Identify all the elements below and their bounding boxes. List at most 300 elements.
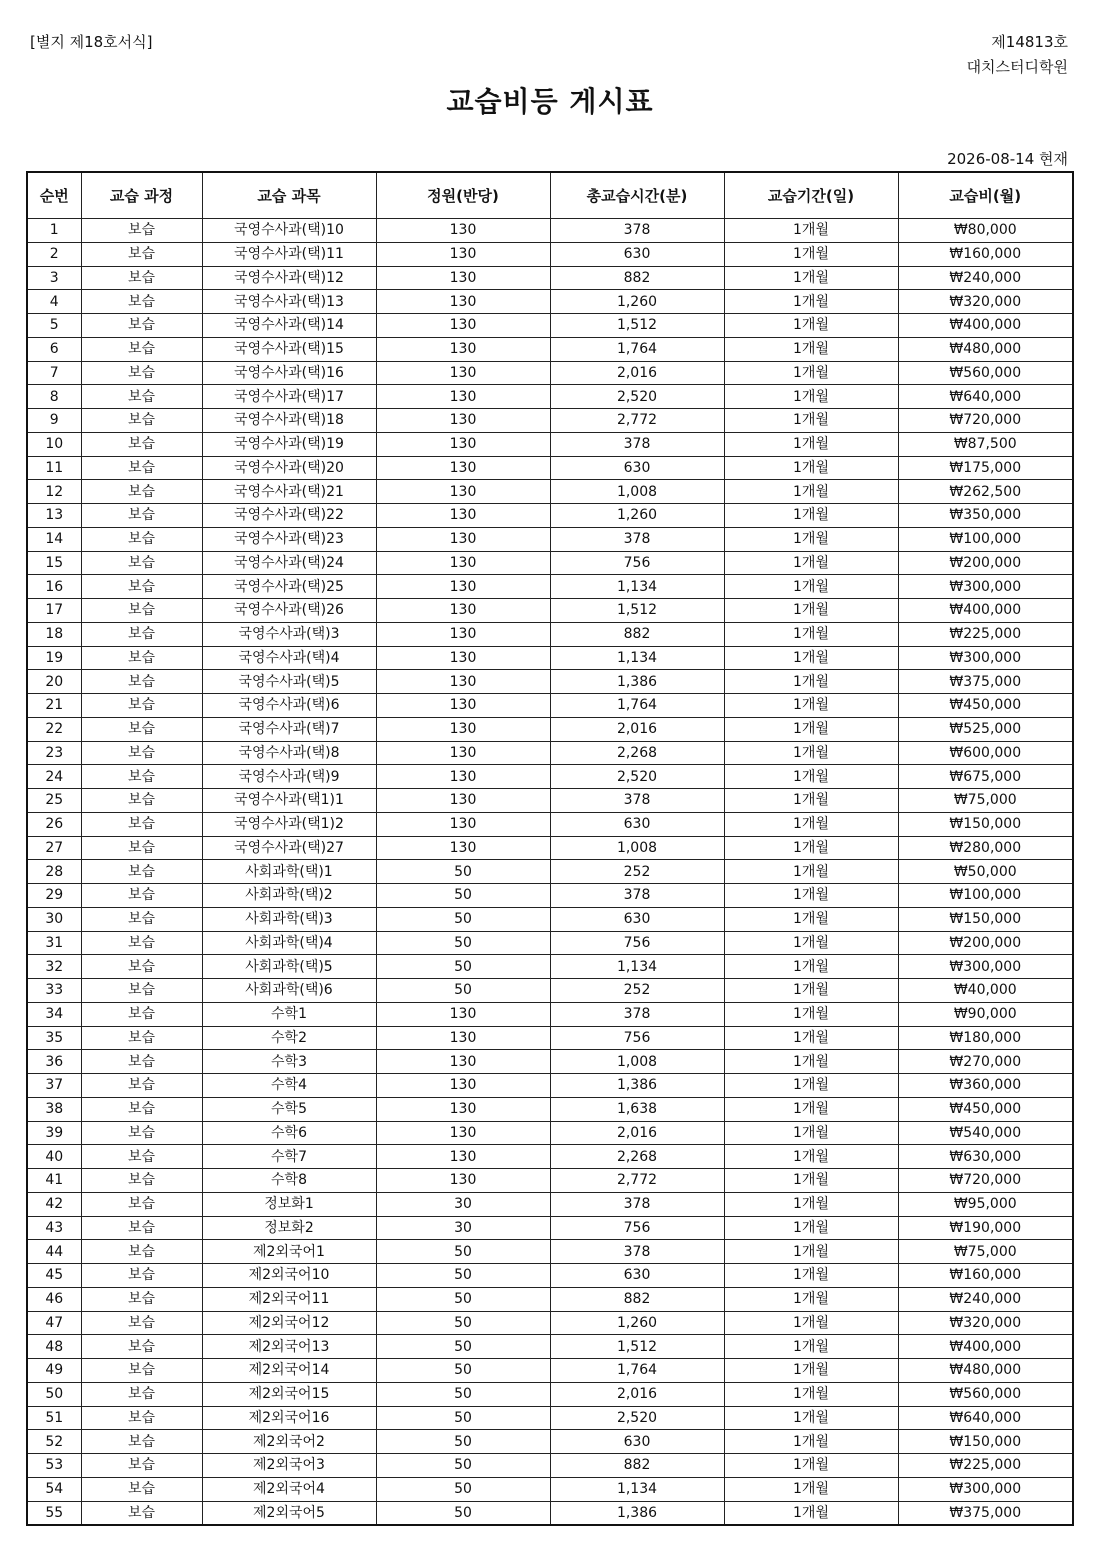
cell-total-minutes: 1,134 bbox=[550, 955, 724, 979]
cell-no: 6 bbox=[27, 337, 81, 361]
cell-course: 보습 bbox=[81, 789, 202, 813]
cell-subject: 국영수사과(택)12 bbox=[202, 266, 376, 290]
cell-capacity: 130 bbox=[376, 266, 550, 290]
cell-fee: ₩300,000 bbox=[898, 646, 1073, 670]
cell-fee: ₩200,000 bbox=[898, 931, 1073, 955]
cell-period: 1개월 bbox=[724, 931, 898, 955]
cell-fee: ₩270,000 bbox=[898, 1050, 1073, 1074]
cell-total-minutes: 378 bbox=[550, 884, 724, 908]
cell-capacity: 130 bbox=[376, 1097, 550, 1121]
as-of-date: 2026-08-14 현재 bbox=[947, 150, 1068, 168]
cell-no: 4 bbox=[27, 290, 81, 314]
cell-course: 보습 bbox=[81, 527, 202, 551]
cell-no: 16 bbox=[27, 575, 81, 599]
cell-total-minutes: 1,260 bbox=[550, 504, 724, 528]
cell-period: 1개월 bbox=[724, 741, 898, 765]
cell-course: 보습 bbox=[81, 504, 202, 528]
cell-course: 보습 bbox=[81, 1359, 202, 1383]
cell-capacity: 130 bbox=[376, 765, 550, 789]
cell-subject: 국영수사과(택)5 bbox=[202, 670, 376, 694]
cell-period: 1개월 bbox=[724, 1382, 898, 1406]
cell-subject: 국영수사과(택)7 bbox=[202, 717, 376, 741]
cell-total-minutes: 2,772 bbox=[550, 1169, 724, 1193]
cell-no: 19 bbox=[27, 646, 81, 670]
cell-capacity: 130 bbox=[376, 480, 550, 504]
cell-fee: ₩225,000 bbox=[898, 622, 1073, 646]
table-row bbox=[27, 1335, 1073, 1359]
cell-period: 1개월 bbox=[724, 717, 898, 741]
cell-course: 보습 bbox=[81, 955, 202, 979]
col-header-fee: 교습비(월) bbox=[898, 172, 1073, 219]
cell-period: 1개월 bbox=[724, 955, 898, 979]
cell-subject: 제2외국어3 bbox=[202, 1454, 376, 1478]
cell-no: 28 bbox=[27, 860, 81, 884]
cell-fee: ₩40,000 bbox=[898, 979, 1073, 1003]
cell-period: 1개월 bbox=[724, 480, 898, 504]
table-row bbox=[27, 1050, 1073, 1074]
table-row bbox=[27, 1264, 1073, 1288]
cell-subject: 국영수사과(택)9 bbox=[202, 765, 376, 789]
cell-fee: ₩400,000 bbox=[898, 314, 1073, 338]
cell-total-minutes: 756 bbox=[550, 551, 724, 575]
cell-subject: 수학1 bbox=[202, 1002, 376, 1026]
cell-total-minutes: 1,134 bbox=[550, 646, 724, 670]
cell-total-minutes: 1,008 bbox=[550, 480, 724, 504]
table-row bbox=[27, 789, 1073, 813]
cell-total-minutes: 1,764 bbox=[550, 694, 724, 718]
cell-subject: 제2외국어12 bbox=[202, 1311, 376, 1335]
cell-period: 1개월 bbox=[724, 1454, 898, 1478]
cell-capacity: 130 bbox=[376, 646, 550, 670]
cell-course: 보습 bbox=[81, 884, 202, 908]
cell-fee: ₩560,000 bbox=[898, 1382, 1073, 1406]
cell-fee: ₩560,000 bbox=[898, 361, 1073, 385]
cell-period: 1개월 bbox=[724, 314, 898, 338]
cell-subject: 사회과학(택)6 bbox=[202, 979, 376, 1003]
cell-course: 보습 bbox=[81, 907, 202, 931]
cell-subject: 국영수사과(택)26 bbox=[202, 599, 376, 623]
academy-name: 대치스터디학원 bbox=[966, 58, 1068, 76]
cell-subject: 국영수사과(택)19 bbox=[202, 432, 376, 456]
cell-capacity: 130 bbox=[376, 242, 550, 266]
cell-total-minutes: 378 bbox=[550, 1240, 724, 1264]
cell-period: 1개월 bbox=[724, 907, 898, 931]
cell-period: 1개월 bbox=[724, 860, 898, 884]
cell-course: 보습 bbox=[81, 361, 202, 385]
table-row bbox=[27, 1430, 1073, 1454]
cell-capacity: 50 bbox=[376, 1287, 550, 1311]
cell-subject: 제2외국어1 bbox=[202, 1240, 376, 1264]
cell-course: 보습 bbox=[81, 1335, 202, 1359]
cell-capacity: 50 bbox=[376, 907, 550, 931]
cell-capacity: 50 bbox=[376, 1311, 550, 1335]
cell-fee: ₩200,000 bbox=[898, 551, 1073, 575]
cell-capacity: 50 bbox=[376, 1454, 550, 1478]
cell-subject: 제2외국어5 bbox=[202, 1501, 376, 1525]
col-header-period: 교습기간(일) bbox=[724, 172, 898, 219]
cell-course: 보습 bbox=[81, 1097, 202, 1121]
cell-fee: ₩450,000 bbox=[898, 1097, 1073, 1121]
cell-course: 보습 bbox=[81, 1240, 202, 1264]
cell-period: 1개월 bbox=[724, 670, 898, 694]
cell-fee: ₩375,000 bbox=[898, 1501, 1073, 1525]
cell-capacity: 130 bbox=[376, 551, 550, 575]
col-header-capacity: 정원(반당) bbox=[376, 172, 550, 219]
cell-period: 1개월 bbox=[724, 385, 898, 409]
cell-course: 보습 bbox=[81, 1311, 202, 1335]
table-row bbox=[27, 1074, 1073, 1098]
cell-no: 43 bbox=[27, 1216, 81, 1240]
cell-capacity: 130 bbox=[376, 456, 550, 480]
cell-course: 보습 bbox=[81, 456, 202, 480]
cell-course: 보습 bbox=[81, 622, 202, 646]
cell-course: 보습 bbox=[81, 1501, 202, 1525]
cell-fee: ₩480,000 bbox=[898, 337, 1073, 361]
cell-course: 보습 bbox=[81, 575, 202, 599]
cell-no: 10 bbox=[27, 432, 81, 456]
cell-no: 46 bbox=[27, 1287, 81, 1311]
cell-subject: 정보화1 bbox=[202, 1192, 376, 1216]
cell-course: 보습 bbox=[81, 694, 202, 718]
cell-period: 1개월 bbox=[724, 527, 898, 551]
cell-capacity: 30 bbox=[376, 1192, 550, 1216]
cell-subject: 사회과학(택)4 bbox=[202, 931, 376, 955]
cell-no: 2 bbox=[27, 242, 81, 266]
cell-capacity: 130 bbox=[376, 1074, 550, 1098]
table-row bbox=[27, 1359, 1073, 1383]
cell-fee: ₩600,000 bbox=[898, 741, 1073, 765]
cell-total-minutes: 2,520 bbox=[550, 1406, 724, 1430]
cell-period: 1개월 bbox=[724, 1169, 898, 1193]
cell-course: 보습 bbox=[81, 1002, 202, 1026]
cell-course: 보습 bbox=[81, 931, 202, 955]
cell-capacity: 30 bbox=[376, 1216, 550, 1240]
cell-period: 1개월 bbox=[724, 266, 898, 290]
table-row bbox=[27, 314, 1073, 338]
cell-no: 51 bbox=[27, 1406, 81, 1430]
cell-course: 보습 bbox=[81, 1169, 202, 1193]
cell-period: 1개월 bbox=[724, 694, 898, 718]
table-row bbox=[27, 599, 1073, 623]
cell-course: 보습 bbox=[81, 1477, 202, 1501]
cell-subject: 제2외국어2 bbox=[202, 1430, 376, 1454]
cell-subject: 제2외국어10 bbox=[202, 1264, 376, 1288]
cell-capacity: 130 bbox=[376, 622, 550, 646]
cell-no: 50 bbox=[27, 1382, 81, 1406]
table-row bbox=[27, 907, 1073, 931]
cell-subject: 국영수사과(택)11 bbox=[202, 242, 376, 266]
cell-no: 55 bbox=[27, 1501, 81, 1525]
cell-capacity: 130 bbox=[376, 1145, 550, 1169]
table-row bbox=[27, 694, 1073, 718]
cell-subject: 제2외국어14 bbox=[202, 1359, 376, 1383]
cell-no: 30 bbox=[27, 907, 81, 931]
cell-fee: ₩375,000 bbox=[898, 670, 1073, 694]
cell-subject: 국영수사과(택)27 bbox=[202, 836, 376, 860]
cell-period: 1개월 bbox=[724, 242, 898, 266]
cell-subject: 국영수사과(택)6 bbox=[202, 694, 376, 718]
cell-total-minutes: 252 bbox=[550, 979, 724, 1003]
cell-course: 보습 bbox=[81, 1074, 202, 1098]
cell-period: 1개월 bbox=[724, 575, 898, 599]
cell-capacity: 130 bbox=[376, 1169, 550, 1193]
cell-capacity: 50 bbox=[376, 1382, 550, 1406]
cell-fee: ₩100,000 bbox=[898, 527, 1073, 551]
cell-subject: 정보화2 bbox=[202, 1216, 376, 1240]
cell-total-minutes: 252 bbox=[550, 860, 724, 884]
cell-period: 1개월 bbox=[724, 789, 898, 813]
cell-total-minutes: 756 bbox=[550, 1216, 724, 1240]
cell-no: 32 bbox=[27, 955, 81, 979]
cell-fee: ₩240,000 bbox=[898, 1287, 1073, 1311]
table-row bbox=[27, 860, 1073, 884]
cell-total-minutes: 1,512 bbox=[550, 599, 724, 623]
cell-no: 33 bbox=[27, 979, 81, 1003]
cell-period: 1개월 bbox=[724, 504, 898, 528]
cell-subject: 국영수사과(택)21 bbox=[202, 480, 376, 504]
cell-fee: ₩280,000 bbox=[898, 836, 1073, 860]
cell-total-minutes: 1,008 bbox=[550, 1050, 724, 1074]
cell-no: 47 bbox=[27, 1311, 81, 1335]
cell-fee: ₩675,000 bbox=[898, 765, 1073, 789]
cell-fee: ₩262,500 bbox=[898, 480, 1073, 504]
cell-course: 보습 bbox=[81, 314, 202, 338]
table-row bbox=[27, 1002, 1073, 1026]
cell-no: 18 bbox=[27, 622, 81, 646]
cell-capacity: 50 bbox=[376, 1477, 550, 1501]
table-row bbox=[27, 432, 1073, 456]
table-row bbox=[27, 1477, 1073, 1501]
cell-total-minutes: 1,008 bbox=[550, 836, 724, 860]
cell-no: 12 bbox=[27, 480, 81, 504]
cell-course: 보습 bbox=[81, 337, 202, 361]
cell-total-minutes: 1,386 bbox=[550, 670, 724, 694]
cell-total-minutes: 2,268 bbox=[550, 741, 724, 765]
cell-course: 보습 bbox=[81, 765, 202, 789]
col-header-course: 교습 과정 bbox=[81, 172, 202, 219]
cell-course: 보습 bbox=[81, 860, 202, 884]
cell-course: 보습 bbox=[81, 290, 202, 314]
cell-no: 29 bbox=[27, 884, 81, 908]
cell-subject: 국영수사과(택)22 bbox=[202, 504, 376, 528]
cell-fee: ₩95,000 bbox=[898, 1192, 1073, 1216]
cell-total-minutes: 1,134 bbox=[550, 575, 724, 599]
cell-course: 보습 bbox=[81, 242, 202, 266]
cell-capacity: 130 bbox=[376, 789, 550, 813]
table-row bbox=[27, 884, 1073, 908]
table-row bbox=[27, 741, 1073, 765]
cell-capacity: 130 bbox=[376, 1050, 550, 1074]
col-header-no: 순번 bbox=[27, 172, 81, 219]
cell-course: 보습 bbox=[81, 1026, 202, 1050]
cell-total-minutes: 630 bbox=[550, 456, 724, 480]
cell-total-minutes: 630 bbox=[550, 242, 724, 266]
fee-table bbox=[26, 171, 1074, 1526]
cell-total-minutes: 378 bbox=[550, 432, 724, 456]
cell-fee: ₩150,000 bbox=[898, 907, 1073, 931]
cell-capacity: 50 bbox=[376, 1430, 550, 1454]
table-row bbox=[27, 456, 1073, 480]
cell-total-minutes: 1,260 bbox=[550, 290, 724, 314]
cell-capacity: 130 bbox=[376, 290, 550, 314]
cell-period: 1개월 bbox=[724, 432, 898, 456]
cell-course: 보습 bbox=[81, 219, 202, 243]
cell-period: 1개월 bbox=[724, 1050, 898, 1074]
cell-subject: 수학4 bbox=[202, 1074, 376, 1098]
cell-course: 보습 bbox=[81, 1406, 202, 1430]
table-row bbox=[27, 812, 1073, 836]
cell-fee: ₩720,000 bbox=[898, 409, 1073, 433]
cell-period: 1개월 bbox=[724, 1145, 898, 1169]
cell-no: 31 bbox=[27, 931, 81, 955]
cell-period: 1개월 bbox=[724, 1477, 898, 1501]
cell-period: 1개월 bbox=[724, 1002, 898, 1026]
cell-course: 보습 bbox=[81, 480, 202, 504]
cell-subject: 국영수사과(택)15 bbox=[202, 337, 376, 361]
cell-fee: ₩160,000 bbox=[898, 1264, 1073, 1288]
cell-no: 36 bbox=[27, 1050, 81, 1074]
cell-total-minutes: 2,016 bbox=[550, 1121, 724, 1145]
cell-no: 52 bbox=[27, 1430, 81, 1454]
table-row bbox=[27, 1192, 1073, 1216]
cell-period: 1개월 bbox=[724, 290, 898, 314]
table-row bbox=[27, 242, 1073, 266]
table-row bbox=[27, 504, 1073, 528]
cell-subject: 국영수사과(택)3 bbox=[202, 622, 376, 646]
cell-course: 보습 bbox=[81, 1454, 202, 1478]
cell-fee: ₩180,000 bbox=[898, 1026, 1073, 1050]
table-row bbox=[27, 1026, 1073, 1050]
cell-capacity: 130 bbox=[376, 409, 550, 433]
cell-fee: ₩300,000 bbox=[898, 575, 1073, 599]
cell-fee: ₩75,000 bbox=[898, 1240, 1073, 1264]
table-row bbox=[27, 1311, 1073, 1335]
table-row bbox=[27, 1501, 1073, 1525]
cell-no: 23 bbox=[27, 741, 81, 765]
cell-period: 1개월 bbox=[724, 1311, 898, 1335]
cell-capacity: 130 bbox=[376, 219, 550, 243]
cell-fee: ₩75,000 bbox=[898, 789, 1073, 813]
cell-subject: 국영수사과(택)20 bbox=[202, 456, 376, 480]
cell-period: 1개월 bbox=[724, 409, 898, 433]
table-row bbox=[27, 266, 1073, 290]
cell-capacity: 130 bbox=[376, 361, 550, 385]
cell-course: 보습 bbox=[81, 409, 202, 433]
cell-capacity: 50 bbox=[376, 1240, 550, 1264]
cell-no: 11 bbox=[27, 456, 81, 480]
cell-course: 보습 bbox=[81, 1430, 202, 1454]
cell-subject: 수학5 bbox=[202, 1097, 376, 1121]
table-row bbox=[27, 409, 1073, 433]
cell-fee: ₩160,000 bbox=[898, 242, 1073, 266]
cell-course: 보습 bbox=[81, 599, 202, 623]
cell-no: 20 bbox=[27, 670, 81, 694]
cell-capacity: 130 bbox=[376, 812, 550, 836]
cell-capacity: 50 bbox=[376, 1501, 550, 1525]
cell-subject: 수학2 bbox=[202, 1026, 376, 1050]
cell-fee: ₩630,000 bbox=[898, 1145, 1073, 1169]
cell-fee: ₩540,000 bbox=[898, 1121, 1073, 1145]
table-row bbox=[27, 931, 1073, 955]
cell-capacity: 50 bbox=[376, 955, 550, 979]
cell-total-minutes: 378 bbox=[550, 1002, 724, 1026]
col-header-subject: 교습 과목 bbox=[202, 172, 376, 219]
cell-period: 1개월 bbox=[724, 551, 898, 575]
cell-fee: ₩400,000 bbox=[898, 1335, 1073, 1359]
cell-period: 1개월 bbox=[724, 599, 898, 623]
cell-fee: ₩450,000 bbox=[898, 694, 1073, 718]
cell-capacity: 130 bbox=[376, 670, 550, 694]
cell-course: 보습 bbox=[81, 266, 202, 290]
cell-course: 보습 bbox=[81, 1264, 202, 1288]
cell-total-minutes: 630 bbox=[550, 812, 724, 836]
cell-subject: 국영수사과(택)14 bbox=[202, 314, 376, 338]
cell-capacity: 50 bbox=[376, 979, 550, 1003]
cell-capacity: 130 bbox=[376, 337, 550, 361]
cell-period: 1개월 bbox=[724, 361, 898, 385]
cell-subject: 국영수사과(택)4 bbox=[202, 646, 376, 670]
cell-capacity: 130 bbox=[376, 599, 550, 623]
cell-fee: ₩150,000 bbox=[898, 812, 1073, 836]
cell-period: 1개월 bbox=[724, 456, 898, 480]
cell-total-minutes: 1,260 bbox=[550, 1311, 724, 1335]
cell-subject: 수학6 bbox=[202, 1121, 376, 1145]
table-row bbox=[27, 1169, 1073, 1193]
cell-subject: 수학7 bbox=[202, 1145, 376, 1169]
cell-no: 21 bbox=[27, 694, 81, 718]
cell-total-minutes: 1,764 bbox=[550, 337, 724, 361]
table-row bbox=[27, 361, 1073, 385]
cell-period: 1개월 bbox=[724, 1359, 898, 1383]
cell-subject: 제2외국어16 bbox=[202, 1406, 376, 1430]
table-row bbox=[27, 836, 1073, 860]
cell-capacity: 50 bbox=[376, 1359, 550, 1383]
table-row bbox=[27, 575, 1073, 599]
table-row bbox=[27, 765, 1073, 789]
cell-no: 42 bbox=[27, 1192, 81, 1216]
cell-period: 1개월 bbox=[724, 219, 898, 243]
cell-no: 25 bbox=[27, 789, 81, 813]
table-row bbox=[27, 1097, 1073, 1121]
cell-course: 보습 bbox=[81, 1050, 202, 1074]
cell-total-minutes: 1,764 bbox=[550, 1359, 724, 1383]
table-row bbox=[27, 1406, 1073, 1430]
cell-course: 보습 bbox=[81, 1192, 202, 1216]
cell-period: 1개월 bbox=[724, 1264, 898, 1288]
cell-no: 39 bbox=[27, 1121, 81, 1145]
cell-course: 보습 bbox=[81, 979, 202, 1003]
cell-course: 보습 bbox=[81, 812, 202, 836]
cell-capacity: 130 bbox=[376, 527, 550, 551]
cell-fee: ₩350,000 bbox=[898, 504, 1073, 528]
cell-period: 1개월 bbox=[724, 836, 898, 860]
cell-capacity: 50 bbox=[376, 860, 550, 884]
cell-period: 1개월 bbox=[724, 646, 898, 670]
table-row bbox=[27, 622, 1073, 646]
cell-fee: ₩50,000 bbox=[898, 860, 1073, 884]
cell-subject: 국영수사과(택)18 bbox=[202, 409, 376, 433]
cell-fee: ₩320,000 bbox=[898, 1311, 1073, 1335]
cell-total-minutes: 2,016 bbox=[550, 1382, 724, 1406]
cell-period: 1개월 bbox=[724, 884, 898, 908]
cell-capacity: 130 bbox=[376, 504, 550, 528]
cell-no: 3 bbox=[27, 266, 81, 290]
cell-subject: 국영수사과(택)10 bbox=[202, 219, 376, 243]
cell-fee: ₩175,000 bbox=[898, 456, 1073, 480]
cell-capacity: 50 bbox=[376, 884, 550, 908]
cell-fee: ₩640,000 bbox=[898, 385, 1073, 409]
cell-fee: ₩300,000 bbox=[898, 1477, 1073, 1501]
